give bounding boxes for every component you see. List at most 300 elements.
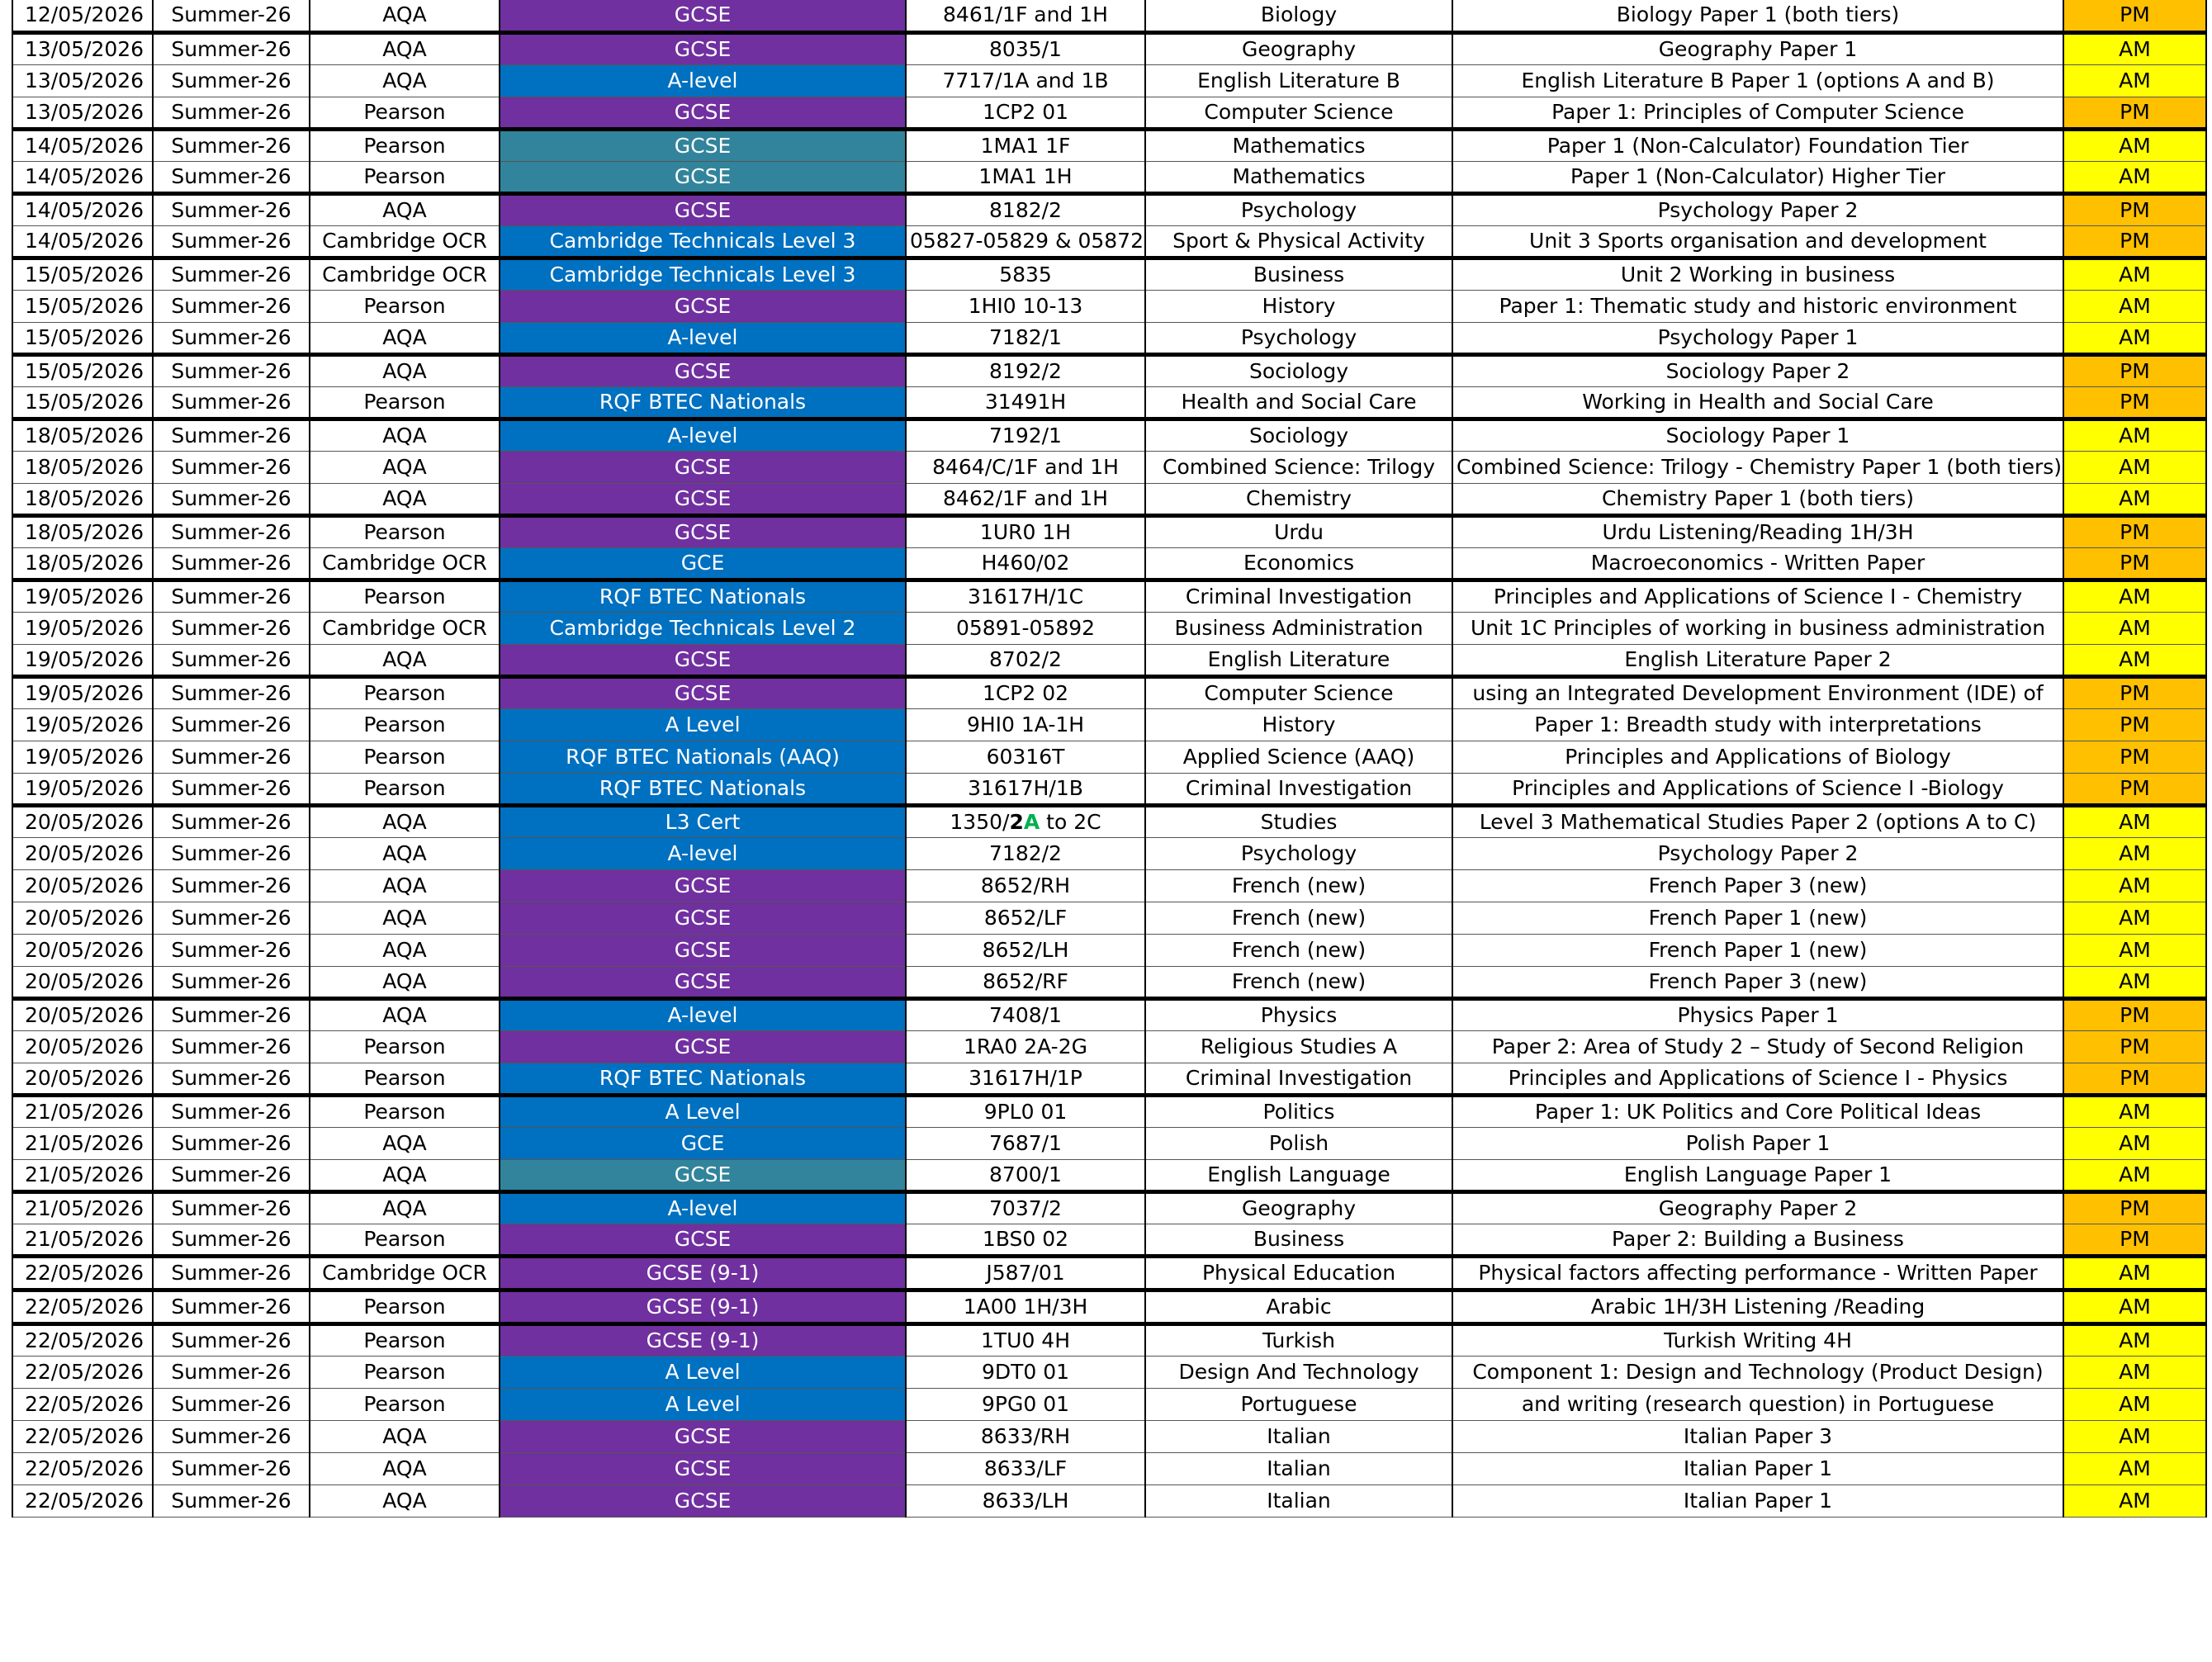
qualification-cell: GCSE	[500, 1030, 906, 1063]
session-cell: AM	[2063, 902, 2206, 934]
table-row	[12, 64, 2206, 97]
qualification-cell: Cambridge Technicals Level 3	[500, 258, 906, 290]
exam-series-cell: Summer-26	[153, 1063, 310, 1095]
subject-cell: Sociology	[1145, 354, 1452, 386]
exam-date-cell: 22/05/2026	[12, 1323, 153, 1356]
table-row	[12, 1484, 2206, 1517]
qualification-cell: GCSE	[500, 869, 906, 902]
exam-date-cell: 20/05/2026	[12, 805, 153, 837]
subject-cell: Geography	[1145, 1191, 1452, 1224]
session-cell: AM	[2063, 1127, 2206, 1159]
paper-code-cell: J587/01	[906, 1256, 1145, 1290]
session-cell: PM	[2063, 998, 2206, 1030]
session-cell: AM	[2063, 1452, 2206, 1484]
exam-board-cell: AQA	[310, 193, 500, 225]
exam-series-cell: Summer-26	[153, 258, 310, 290]
paper-code-cell: 8700/1	[906, 1159, 1145, 1191]
paper-code-cell: 8633/LF	[906, 1452, 1145, 1484]
qualification-cell: GCSE	[500, 676, 906, 708]
exam-series-cell: Summer-26	[153, 419, 310, 451]
qualification-cell: A-level	[500, 998, 906, 1030]
session-cell: PM	[2063, 97, 2206, 129]
exam-series-cell: Summer-26	[153, 193, 310, 225]
session-cell: AM	[2063, 1484, 2206, 1517]
subject-cell: French (new)	[1145, 966, 1452, 998]
session-cell: AM	[2063, 805, 2206, 837]
exam-series-cell: Summer-26	[153, 1290, 310, 1323]
exam-date-cell: 22/05/2026	[12, 1256, 153, 1290]
exam-date-cell: 22/05/2026	[12, 1388, 153, 1420]
paper-title-cell: French Paper 1 (new)	[1452, 934, 2063, 966]
paper-title-cell: Paper 1: Breadth study with interpretations	[1452, 708, 2063, 741]
exam-series-cell: Summer-26	[153, 934, 310, 966]
subject-cell: Studies	[1145, 805, 1452, 837]
exam-date-cell: 13/05/2026	[12, 64, 153, 97]
paper-title-cell: Chemistry Paper 1 (both tiers)	[1452, 483, 2063, 515]
paper-title-cell: Level 3 Mathematical Studies Paper 2 (options A to C)	[1452, 805, 2063, 837]
session-cell: PM	[2063, 773, 2206, 805]
exam-board-cell: AQA	[310, 1484, 500, 1517]
exam-board-cell: Pearson	[310, 708, 500, 741]
paper-code-part: to 2C	[1040, 809, 1101, 834]
exam-date-cell: 12/05/2026	[12, 0, 153, 32]
exam-date-cell: 19/05/2026	[12, 708, 153, 741]
exam-date-cell: 18/05/2026	[12, 547, 153, 580]
exam-date-cell: 15/05/2026	[12, 354, 153, 386]
table-row	[12, 1127, 2206, 1159]
subject-cell: Business	[1145, 1224, 1452, 1256]
exam-series-cell: Summer-26	[153, 612, 310, 644]
exam-series-cell: Summer-26	[153, 386, 310, 419]
exam-date-cell: 22/05/2026	[12, 1290, 153, 1323]
subject-cell: History	[1145, 290, 1452, 322]
session-cell: AM	[2063, 1256, 2206, 1290]
exam-series-cell: Summer-26	[153, 322, 310, 354]
exam-board-cell: Pearson	[310, 1224, 500, 1256]
exam-series-cell: Summer-26	[153, 1224, 310, 1256]
qualification-cell: A-level	[500, 322, 906, 354]
subject-cell: Economics	[1145, 547, 1452, 580]
exam-board-cell: AQA	[310, 32, 500, 64]
session-cell: AM	[2063, 966, 2206, 998]
session-cell: AM	[2063, 1323, 2206, 1356]
subject-cell: Sociology	[1145, 419, 1452, 451]
subject-cell: English Language	[1145, 1159, 1452, 1191]
exam-series-cell: Summer-26	[153, 97, 310, 129]
paper-code-cell: 9DT0 01	[906, 1356, 1145, 1388]
paper-code-cell: 05891-05892	[906, 612, 1145, 644]
paper-code-cell: 1A00 1H/3H	[906, 1290, 1145, 1323]
table-row	[12, 773, 2206, 805]
paper-title-cell: Urdu Listening/Reading 1H/3H	[1452, 515, 2063, 547]
exam-series-cell: Summer-26	[153, 902, 310, 934]
exam-date-cell: 19/05/2026	[12, 644, 153, 676]
table-row	[12, 966, 2206, 998]
exam-date-cell: 20/05/2026	[12, 998, 153, 1030]
paper-code-cell: 31491H	[906, 386, 1145, 419]
qualification-cell: GCSE	[500, 966, 906, 998]
subject-cell: Chemistry	[1145, 483, 1452, 515]
session-cell: AM	[2063, 837, 2206, 869]
exam-board-cell: AQA	[310, 1159, 500, 1191]
table-row	[12, 805, 2206, 837]
paper-title-cell: Physical factors affecting performance - Written Paper	[1452, 1256, 2063, 1290]
paper-code-cell: 8652/RF	[906, 966, 1145, 998]
session-cell: AM	[2063, 869, 2206, 902]
exam-date-cell: 20/05/2026	[12, 837, 153, 869]
session-cell: AM	[2063, 290, 2206, 322]
table-row	[12, 451, 2206, 483]
qualification-cell: GCSE	[500, 1159, 906, 1191]
paper-code-cell: 8192/2	[906, 354, 1145, 386]
exam-board-cell: Cambridge OCR	[310, 612, 500, 644]
exam-date-cell: 15/05/2026	[12, 290, 153, 322]
exam-date-cell: 15/05/2026	[12, 258, 153, 290]
qualification-cell: RQF BTEC Nationals	[500, 386, 906, 419]
exam-board-cell: Pearson	[310, 97, 500, 129]
exam-series-cell: Summer-26	[153, 1256, 310, 1290]
session-cell: PM	[2063, 547, 2206, 580]
paper-code-cell: H460/02	[906, 547, 1145, 580]
table-row	[12, 1030, 2206, 1063]
paper-code-cell: 31617H/1C	[906, 580, 1145, 612]
exam-date-cell: 20/05/2026	[12, 966, 153, 998]
session-cell: AM	[2063, 129, 2206, 161]
paper-code-cell: 9PL0 01	[906, 1095, 1145, 1127]
exam-board-cell: Cambridge OCR	[310, 547, 500, 580]
subject-cell: English Literature	[1145, 644, 1452, 676]
session-cell: AM	[2063, 644, 2206, 676]
exam-date-cell: 22/05/2026	[12, 1356, 153, 1388]
exam-series-cell: Summer-26	[153, 1388, 310, 1420]
qualification-cell: Cambridge Technicals Level 2	[500, 612, 906, 644]
paper-title-cell: Turkish Writing 4H	[1452, 1323, 2063, 1356]
exam-board-cell: AQA	[310, 805, 500, 837]
paper-title-cell: Paper 1 (Non-Calculator) Higher Tier	[1452, 161, 2063, 193]
subject-cell: Italian	[1145, 1420, 1452, 1452]
table-row	[12, 1095, 2206, 1127]
paper-code-cell: 31617H/1B	[906, 773, 1145, 805]
table-row	[12, 322, 2206, 354]
exam-board-cell: Cambridge OCR	[310, 225, 500, 258]
exam-series-cell: Summer-26	[153, 773, 310, 805]
subject-cell: Portuguese	[1145, 1388, 1452, 1420]
paper-code-cell: 8652/RH	[906, 869, 1145, 902]
table-row	[12, 1063, 2206, 1095]
qualification-cell: RQF BTEC Nationals	[500, 773, 906, 805]
exam-date-cell: 18/05/2026	[12, 419, 153, 451]
session-cell: AM	[2063, 322, 2206, 354]
exam-board-cell: Pearson	[310, 1290, 500, 1323]
exam-board-cell: Cambridge OCR	[310, 1256, 500, 1290]
exam-series-cell: Summer-26	[153, 483, 310, 515]
exam-board-cell: Pearson	[310, 1388, 500, 1420]
paper-code-cell: 5835	[906, 258, 1145, 290]
exam-series-cell: Summer-26	[153, 644, 310, 676]
table-row	[12, 419, 2206, 451]
subject-cell: Religious Studies A	[1145, 1030, 1452, 1063]
exam-date-cell: 18/05/2026	[12, 451, 153, 483]
table-row	[12, 1290, 2206, 1323]
exam-series-cell: Summer-26	[153, 1484, 310, 1517]
exam-timetable-table	[12, 0, 2207, 1518]
subject-cell: Psychology	[1145, 193, 1452, 225]
exam-date-cell: 21/05/2026	[12, 1224, 153, 1256]
exam-date-cell: 15/05/2026	[12, 386, 153, 419]
session-cell: AM	[2063, 1159, 2206, 1191]
subject-cell: English Literature B	[1145, 64, 1452, 97]
session-cell: PM	[2063, 0, 2206, 32]
exam-date-cell: 14/05/2026	[12, 129, 153, 161]
session-cell: AM	[2063, 1420, 2206, 1452]
paper-title-cell: Paper 1: Thematic study and historic environment	[1452, 290, 2063, 322]
table-row	[12, 290, 2206, 322]
paper-title-cell: Italian Paper 1	[1452, 1452, 2063, 1484]
subject-cell: Combined Science: Trilogy	[1145, 451, 1452, 483]
exam-date-cell: 21/05/2026	[12, 1095, 153, 1127]
exam-board-cell: Pearson	[310, 773, 500, 805]
exam-date-cell: 22/05/2026	[12, 1420, 153, 1452]
paper-code-cell: 7182/2	[906, 837, 1145, 869]
subject-cell: Geography	[1145, 32, 1452, 64]
qualification-cell: GCSE	[500, 483, 906, 515]
exam-board-cell: AQA	[310, 1127, 500, 1159]
subject-cell: Sport & Physical Activity	[1145, 225, 1452, 258]
table-row	[12, 644, 2206, 676]
session-cell: AM	[2063, 1388, 2206, 1420]
qualification-cell: GCSE	[500, 644, 906, 676]
subject-cell: Computer Science	[1145, 676, 1452, 708]
paper-title-cell: Paper 2: Building a Business	[1452, 1224, 2063, 1256]
subject-cell: Italian	[1145, 1484, 1452, 1517]
subject-cell: Arabic	[1145, 1290, 1452, 1323]
table-row	[12, 1191, 2206, 1224]
paper-title-cell: Paper 1: Principles of Computer Science	[1452, 97, 2063, 129]
table-row	[12, 225, 2206, 258]
subject-cell: History	[1145, 708, 1452, 741]
paper-title-cell: Polish Paper 1	[1452, 1127, 2063, 1159]
qualification-cell: GCSE	[500, 1420, 906, 1452]
table-row	[12, 1356, 2206, 1388]
exam-date-cell: 18/05/2026	[12, 483, 153, 515]
table-row	[12, 612, 2206, 644]
exam-date-cell: 22/05/2026	[12, 1484, 153, 1517]
paper-title-cell: Unit 2 Working in business	[1452, 258, 2063, 290]
exam-series-cell: Summer-26	[153, 161, 310, 193]
paper-title-cell: Psychology Paper 2	[1452, 837, 2063, 869]
table-row	[12, 32, 2206, 64]
exam-date-cell: 22/05/2026	[12, 1452, 153, 1484]
paper-title-cell: and writing (research question) in Portuguese	[1452, 1388, 2063, 1420]
exam-series-cell: Summer-26	[153, 129, 310, 161]
exam-board-cell: AQA	[310, 966, 500, 998]
exam-series-cell: Summer-26	[153, 1127, 310, 1159]
exam-board-cell: Pearson	[310, 741, 500, 773]
exam-board-cell: AQA	[310, 934, 500, 966]
paper-title-cell: English Literature Paper 2	[1452, 644, 2063, 676]
exam-series-cell: Summer-26	[153, 32, 310, 64]
exam-board-cell: Pearson	[310, 1063, 500, 1095]
subject-cell: French (new)	[1145, 934, 1452, 966]
qualification-cell: A Level	[500, 1356, 906, 1388]
subject-cell: Business Administration	[1145, 612, 1452, 644]
session-cell: PM	[2063, 1191, 2206, 1224]
table-row	[12, 483, 2206, 515]
paper-title-cell: Unit 1C Principles of working in business administration	[1452, 612, 2063, 644]
qualification-cell: GCSE	[500, 97, 906, 129]
paper-code-cell: 8461/1F and 1H	[906, 0, 1145, 32]
paper-code-part: A	[1023, 809, 1040, 834]
subject-cell: Physics	[1145, 998, 1452, 1030]
exam-board-cell: Pearson	[310, 161, 500, 193]
paper-code-cell: 8652/LH	[906, 934, 1145, 966]
paper-title-cell: Paper 2: Area of Study 2 – Study of Second Religion	[1452, 1030, 2063, 1063]
exam-board-cell: AQA	[310, 998, 500, 1030]
paper-code-cell: 1CP2 01	[906, 97, 1145, 129]
exam-series-cell: Summer-26	[153, 547, 310, 580]
table-row	[12, 515, 2206, 547]
qualification-cell: GCSE	[500, 193, 906, 225]
subject-cell: Mathematics	[1145, 129, 1452, 161]
exam-date-cell: 13/05/2026	[12, 97, 153, 129]
exam-board-cell: AQA	[310, 419, 500, 451]
session-cell: AM	[2063, 32, 2206, 64]
exam-board-cell: Pearson	[310, 515, 500, 547]
subject-cell: Politics	[1145, 1095, 1452, 1127]
session-cell: AM	[2063, 934, 2206, 966]
paper-title-cell: French Paper 3 (new)	[1452, 966, 2063, 998]
session-cell: AM	[2063, 612, 2206, 644]
paper-title-cell: Italian Paper 3	[1452, 1420, 2063, 1452]
exam-series-cell: Summer-26	[153, 1191, 310, 1224]
paper-title-cell: Principles and Applications of Science I - Chemistry	[1452, 580, 2063, 612]
paper-code-cell: 7717/1A and 1B	[906, 64, 1145, 97]
paper-code-cell	[906, 805, 1145, 837]
paper-code-part: 2	[1009, 809, 1024, 834]
exam-series-cell: Summer-26	[153, 1159, 310, 1191]
exam-board-cell: Pearson	[310, 1095, 500, 1127]
session-cell: AM	[2063, 161, 2206, 193]
paper-code-cell: 8182/2	[906, 193, 1145, 225]
qualification-cell: GCSE (9-1)	[500, 1290, 906, 1323]
session-cell: PM	[2063, 1224, 2206, 1256]
exam-board-cell: AQA	[310, 1452, 500, 1484]
subject-cell: French (new)	[1145, 902, 1452, 934]
paper-title-cell: Principles and Applications of Science I - Physics	[1452, 1063, 2063, 1095]
qualification-cell: RQF BTEC Nationals (AAQ)	[500, 741, 906, 773]
exam-board-cell: AQA	[310, 451, 500, 483]
table-row	[12, 580, 2206, 612]
table-row	[12, 354, 2206, 386]
qualification-cell: GCSE	[500, 934, 906, 966]
paper-code-cell: 8633/LH	[906, 1484, 1145, 1517]
table-row	[12, 547, 2206, 580]
subject-cell: Business	[1145, 258, 1452, 290]
subject-cell: Italian	[1145, 1452, 1452, 1484]
qualification-cell: Cambridge Technicals Level 3	[500, 225, 906, 258]
exam-board-cell: AQA	[310, 1420, 500, 1452]
exam-date-cell: 20/05/2026	[12, 1063, 153, 1095]
exam-series-cell: Summer-26	[153, 1095, 310, 1127]
table-row	[12, 1224, 2206, 1256]
paper-code-cell: 60316T	[906, 741, 1145, 773]
paper-code-cell: 1CP2 02	[906, 676, 1145, 708]
paper-code-cell: 7182/1	[906, 322, 1145, 354]
exam-board-cell: Pearson	[310, 1323, 500, 1356]
qualification-cell: GCE	[500, 547, 906, 580]
paper-title-cell: French Paper 3 (new)	[1452, 869, 2063, 902]
session-cell: AM	[2063, 258, 2206, 290]
table-row	[12, 741, 2206, 773]
exam-board-cell: Pearson	[310, 290, 500, 322]
subject-cell: Criminal Investigation	[1145, 1063, 1452, 1095]
paper-title-cell: Paper 1 (Non-Calculator) Foundation Tier	[1452, 129, 2063, 161]
session-cell: PM	[2063, 386, 2206, 419]
subject-cell: Applied Science (AAQ)	[1145, 741, 1452, 773]
paper-title-cell: Arabic 1H/3H Listening /Reading	[1452, 1290, 2063, 1323]
session-cell: AM	[2063, 451, 2206, 483]
exam-board-cell: Pearson	[310, 129, 500, 161]
subject-cell: Design And Technology	[1145, 1356, 1452, 1388]
table-row	[12, 1452, 2206, 1484]
qualification-cell: GCSE	[500, 451, 906, 483]
qualification-cell: A Level	[500, 708, 906, 741]
exam-series-cell: Summer-26	[153, 741, 310, 773]
exam-series-cell: Summer-26	[153, 580, 310, 612]
exam-series-cell: Summer-26	[153, 451, 310, 483]
exam-board-cell: AQA	[310, 483, 500, 515]
exam-date-cell: 20/05/2026	[12, 902, 153, 934]
qualification-cell: A Level	[500, 1095, 906, 1127]
exam-series-cell: Summer-26	[153, 708, 310, 741]
subject-cell: Physical Education	[1145, 1256, 1452, 1290]
exam-board-cell: Cambridge OCR	[310, 258, 500, 290]
paper-title-cell: French Paper 1 (new)	[1452, 902, 2063, 934]
qualification-cell: GCE	[500, 1127, 906, 1159]
qualification-cell: A-level	[500, 837, 906, 869]
qualification-cell: RQF BTEC Nationals	[500, 1063, 906, 1095]
paper-code-cell: 1UR0 1H	[906, 515, 1145, 547]
session-cell: AM	[2063, 419, 2206, 451]
exam-date-cell: 21/05/2026	[12, 1191, 153, 1224]
exam-series-cell: Summer-26	[153, 1420, 310, 1452]
paper-code-part: 1350/	[950, 809, 1010, 834]
exam-board-cell: AQA	[310, 354, 500, 386]
qualification-cell: GCSE	[500, 902, 906, 934]
table-row	[12, 97, 2206, 129]
subject-cell: Criminal Investigation	[1145, 773, 1452, 805]
exam-date-cell: 20/05/2026	[12, 869, 153, 902]
paper-title-cell: Psychology Paper 1	[1452, 322, 2063, 354]
table-row	[12, 386, 2206, 419]
paper-title-cell: Sociology Paper 2	[1452, 354, 2063, 386]
table-row	[12, 869, 2206, 902]
subject-cell: Biology	[1145, 0, 1452, 32]
exam-series-cell: Summer-26	[153, 966, 310, 998]
table-row	[12, 161, 2206, 193]
table-row	[12, 1256, 2206, 1290]
exam-date-cell: 14/05/2026	[12, 225, 153, 258]
session-cell: AM	[2063, 64, 2206, 97]
exam-date-cell: 20/05/2026	[12, 934, 153, 966]
exam-series-cell: Summer-26	[153, 837, 310, 869]
exam-board-cell: AQA	[310, 644, 500, 676]
exam-board-cell: AQA	[310, 869, 500, 902]
exam-date-cell: 13/05/2026	[12, 32, 153, 64]
paper-title-cell: Geography Paper 2	[1452, 1191, 2063, 1224]
exam-board-cell: AQA	[310, 902, 500, 934]
qualification-cell: GCSE	[500, 32, 906, 64]
